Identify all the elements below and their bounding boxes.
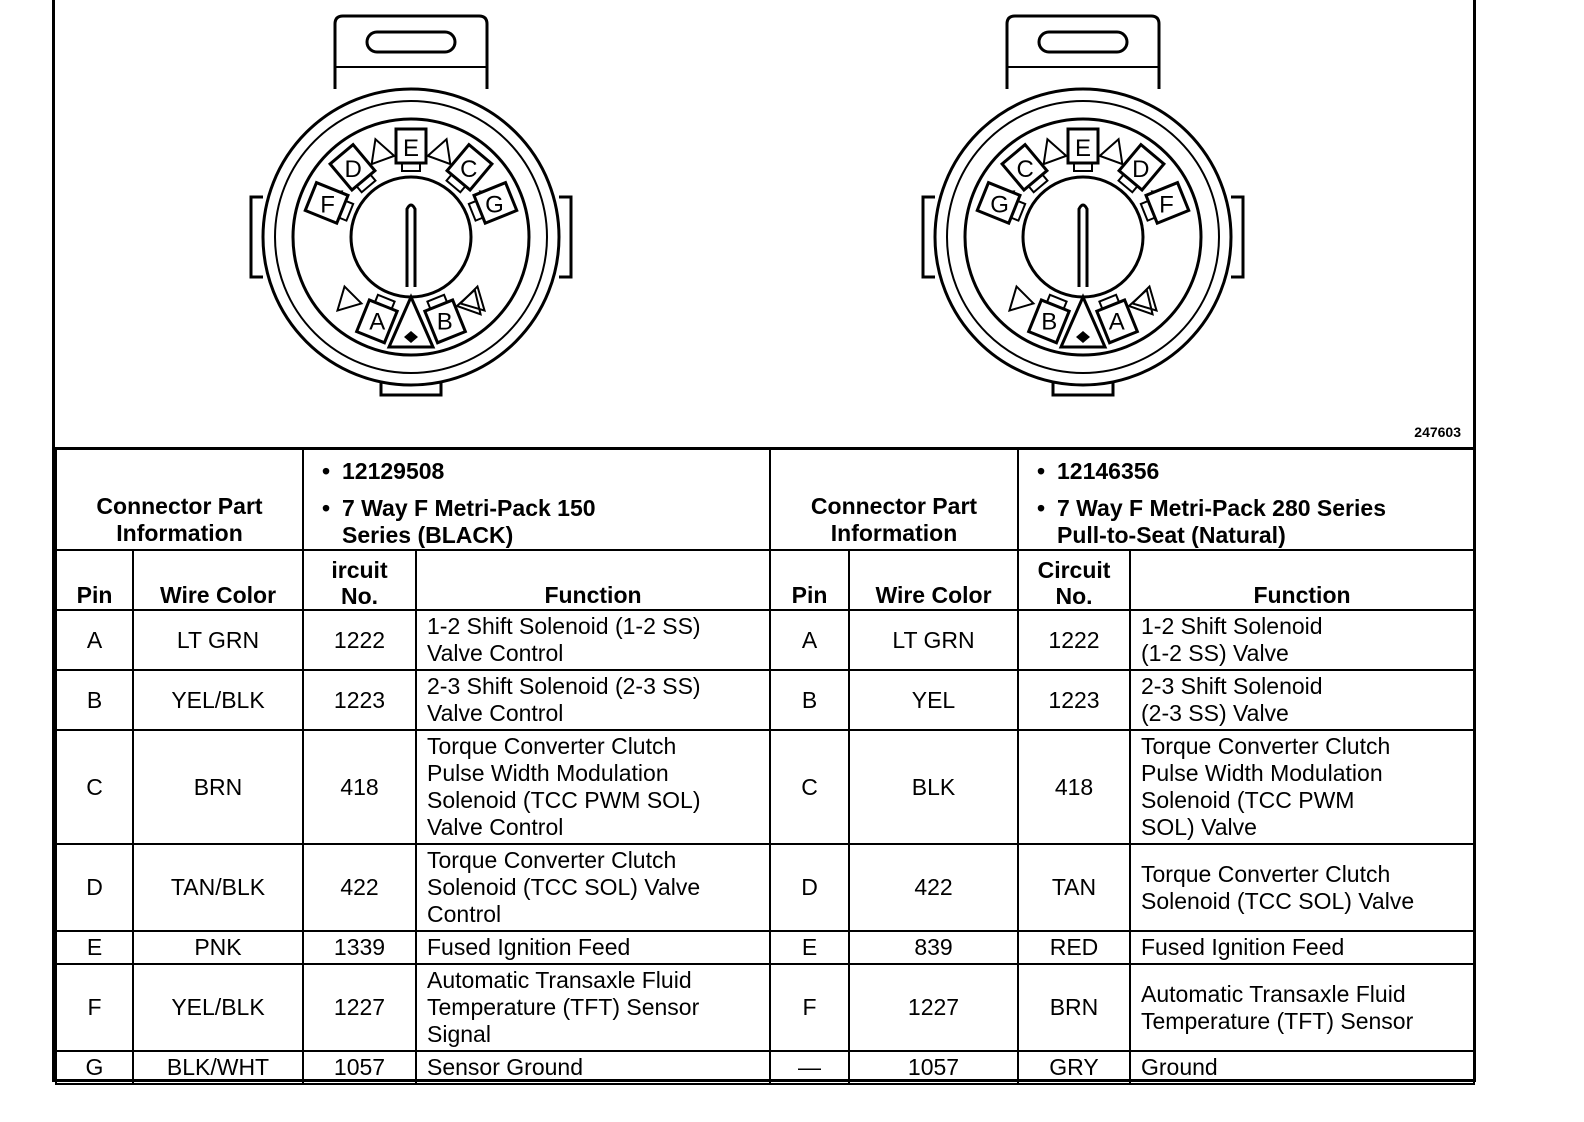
pin-letter: B: [436, 308, 453, 336]
pin-cell: C: [56, 730, 133, 844]
value-cell: 418: [1018, 730, 1130, 844]
key-marker: [404, 331, 418, 343]
wire-color-cell: BRN: [133, 730, 303, 844]
cavity-triangle: [1001, 286, 1034, 319]
header-pin-right: Pin: [770, 550, 849, 610]
pin-cell: E: [770, 931, 849, 964]
key-marker: [1076, 331, 1090, 343]
cavity-triangle: [460, 286, 493, 319]
value-cell: 1223: [1018, 670, 1130, 730]
figure-number: 247603: [1414, 424, 1461, 440]
function-line: Temperature (TFT) Sensor: [1141, 1007, 1414, 1034]
keyway: [407, 205, 415, 287]
table-row: [56, 844, 1474, 931]
function-cell: [1130, 610, 1474, 670]
pin-letter: A: [1108, 308, 1125, 336]
value-cell: GRY: [1018, 1051, 1130, 1084]
right-part-label: Connector Part Information: [770, 449, 1018, 551]
pin-letter: G: [990, 191, 1009, 219]
pin-cavity-g: [976, 183, 1027, 229]
function-cell: [1130, 1051, 1474, 1084]
pin-cavity-f: [305, 183, 356, 228]
circuit-cell: 1057: [303, 1051, 416, 1084]
function-line: Fused Ignition Feed: [427, 934, 631, 960]
header-wire-color-right: Wire Color: [849, 550, 1018, 610]
function-line: Solenoid (TCC PWM SOL): [427, 787, 701, 813]
function-line: 2-3 Shift Solenoid: [1141, 673, 1323, 699]
circuit-cell: 1227: [303, 964, 416, 1051]
pin-letter: B: [1041, 308, 1058, 336]
column-header-row: [56, 550, 1474, 610]
function-line: Valve Control: [427, 640, 564, 666]
pin-cavity-g: [467, 183, 518, 229]
table-row: [56, 670, 1474, 730]
pin-letter: G: [485, 191, 504, 219]
function-cell: [416, 964, 770, 1051]
function-cell: [1130, 931, 1474, 964]
pin-letter: F: [1159, 191, 1174, 219]
center-hub: [1023, 177, 1143, 297]
cavity-triangle: [1129, 290, 1162, 322]
pin-cavity-e: [1068, 129, 1098, 171]
function-cell: [1130, 730, 1474, 844]
function-cell: [1130, 964, 1474, 1051]
function-line: Solenoid (TCC SOL) Valve: [427, 874, 701, 900]
pin-cell: —: [770, 1051, 849, 1084]
pin-cell: F: [56, 964, 133, 1051]
side-ear-left: [923, 197, 935, 277]
circuit-cell: 1222: [303, 610, 416, 670]
pin-letter: D: [344, 156, 362, 184]
function-cell: [1130, 670, 1474, 730]
part-info-row: [56, 449, 1474, 551]
function-line: (2-3 SS) Valve: [1141, 700, 1289, 726]
pinout-table: [55, 447, 1475, 1085]
circuit-cell: 422: [303, 844, 416, 931]
function-line: Solenoid (TCC PWM: [1141, 787, 1355, 813]
function-line: Torque Converter Clutch: [1141, 860, 1391, 887]
keyway: [1079, 205, 1087, 287]
pin-cell: C: [770, 730, 849, 844]
left-part-label: Connector Part Information: [56, 449, 303, 551]
function-line: 2-3 Shift Solenoid (2-3 SS): [427, 673, 701, 699]
function-line: Automatic Transaxle Fluid: [1141, 980, 1406, 1007]
cavity-triangle: [364, 135, 394, 164]
pin-cavity-f: [1139, 183, 1190, 228]
left-part-info: [303, 449, 770, 551]
pin-cell: D: [56, 844, 133, 931]
value-cell: 1227: [849, 964, 1018, 1051]
pin-letter: D: [1132, 156, 1150, 184]
header-wire-color-left: Wire Color: [133, 550, 303, 610]
pin-cell: A: [56, 610, 133, 670]
cavity-triangle: [329, 286, 362, 319]
connector-right-illustration: [923, 16, 1243, 395]
side-ear-right: [1231, 197, 1243, 277]
wire-color-cell: YEL/BLK: [133, 964, 303, 1051]
wire-color-cell: YEL/BLK: [133, 670, 303, 730]
circuit-cell: 418: [303, 730, 416, 844]
pin-letter: E: [402, 135, 420, 162]
table-row: [56, 1051, 1474, 1084]
wire-color-cell: LT GRN: [133, 610, 303, 670]
side-ear-left: [251, 197, 263, 277]
value-cell: BLK: [849, 730, 1018, 844]
function-line: Valve Control: [427, 814, 564, 840]
function-line: Solenoid (TCC SOL) Valve: [1141, 887, 1415, 914]
function-line: Pulse Width Modulation: [1141, 760, 1383, 786]
value-cell: 1057: [849, 1051, 1018, 1084]
table-row: [56, 931, 1474, 964]
pin-letter: C: [1016, 156, 1034, 184]
pin-cell: A: [770, 610, 849, 670]
connector-diagrams: [55, 0, 1473, 447]
function-cell: [416, 610, 770, 670]
circuit-cell: 1339: [303, 931, 416, 964]
center-hub: [351, 177, 471, 297]
pin-cell: E: [56, 931, 133, 964]
table-row: [56, 610, 1474, 670]
pin-letter: E: [1074, 135, 1092, 162]
value-cell: 422: [849, 844, 1018, 931]
function-line: Torque Converter Clutch: [427, 847, 677, 873]
pin-letter: A: [369, 308, 386, 336]
function-line: Ground: [1141, 1054, 1218, 1080]
function-line: Temperature (TFT) Sensor: [427, 994, 700, 1020]
header-circuit-right: Circuit No.: [1018, 550, 1130, 610]
right-part-description: • 7 Way F Metri-Pack 280 Series Pull-to-Seat (Natural): [1057, 495, 1437, 549]
value-cell: RED: [1018, 931, 1130, 964]
cavity-triangle: [428, 135, 458, 164]
value-cell: LT GRN: [849, 610, 1018, 670]
function-line: Valve Control: [427, 700, 564, 726]
right-part-info: [1018, 449, 1474, 551]
function-cell: [416, 844, 770, 931]
pin-cavity-e: [396, 129, 426, 171]
side-ear-right: [559, 197, 571, 277]
value-cell: 839: [849, 931, 1018, 964]
pin-letter: F: [320, 191, 335, 219]
function-line: Torque Converter Clutch: [427, 733, 677, 759]
value-cell: YEL: [849, 670, 1018, 730]
function-cell: [416, 1051, 770, 1084]
header-function-right: Function: [1130, 550, 1474, 610]
function-line: (1-2 SS) Valve: [1141, 640, 1289, 666]
wire-color-cell: PNK: [133, 931, 303, 964]
cavity-triangle: [457, 290, 490, 322]
circuit-cell: 1223: [303, 670, 416, 730]
function-line: 1-2 Shift Solenoid (1-2 SS): [427, 613, 701, 639]
wire-color-cell: BLK/WHT: [133, 1051, 303, 1084]
wire-color-cell: TAN/BLK: [133, 844, 303, 931]
function-line: Torque Converter Clutch: [1141, 733, 1391, 759]
table-row: [56, 730, 1474, 844]
cavity-triangle: [1132, 286, 1165, 319]
function-line: 1-2 Shift Solenoid: [1141, 613, 1323, 639]
header-circuit-left: ircuit No.: [303, 550, 416, 610]
pin-cell: G: [56, 1051, 133, 1084]
pin-cell: F: [770, 964, 849, 1051]
function-cell: [416, 931, 770, 964]
header-function-left: Function: [416, 550, 770, 610]
cavity-triangle: [1036, 135, 1066, 164]
header-pin-left: Pin: [56, 550, 133, 610]
function-line: Fused Ignition Feed: [1141, 934, 1345, 960]
tab-slot: [1039, 32, 1127, 52]
pin-cell: B: [56, 670, 133, 730]
function-line: SOL) Valve: [1141, 814, 1257, 840]
pin-cell: D: [770, 844, 849, 931]
connector-left-illustration: [251, 16, 571, 395]
right-part-number: • 12146356: [1057, 458, 1473, 485]
function-line: Sensor Ground: [427, 1054, 583, 1080]
value-cell: TAN: [1018, 844, 1130, 931]
pin-cell: B: [770, 670, 849, 730]
function-cell: [416, 670, 770, 730]
value-cell: BRN: [1018, 964, 1130, 1051]
function-cell: [1130, 844, 1474, 931]
tab-slot: [367, 32, 455, 52]
function-line: Signal: [427, 1021, 491, 1047]
left-part-description: • 7 Way F Metri-Pack 150 Series (BLACK): [342, 495, 632, 549]
left-part-number: • 12129508: [342, 458, 769, 485]
connector-document: [52, 0, 1476, 1082]
cavity-triangle: [1100, 135, 1130, 164]
function-line: Pulse Width Modulation: [427, 760, 669, 786]
table-row: [56, 964, 1474, 1051]
function-line: Control: [427, 901, 502, 927]
value-cell: 1222: [1018, 610, 1130, 670]
pin-letter: C: [460, 156, 478, 184]
function-line: Automatic Transaxle Fluid: [427, 967, 692, 993]
function-cell: [416, 730, 770, 844]
